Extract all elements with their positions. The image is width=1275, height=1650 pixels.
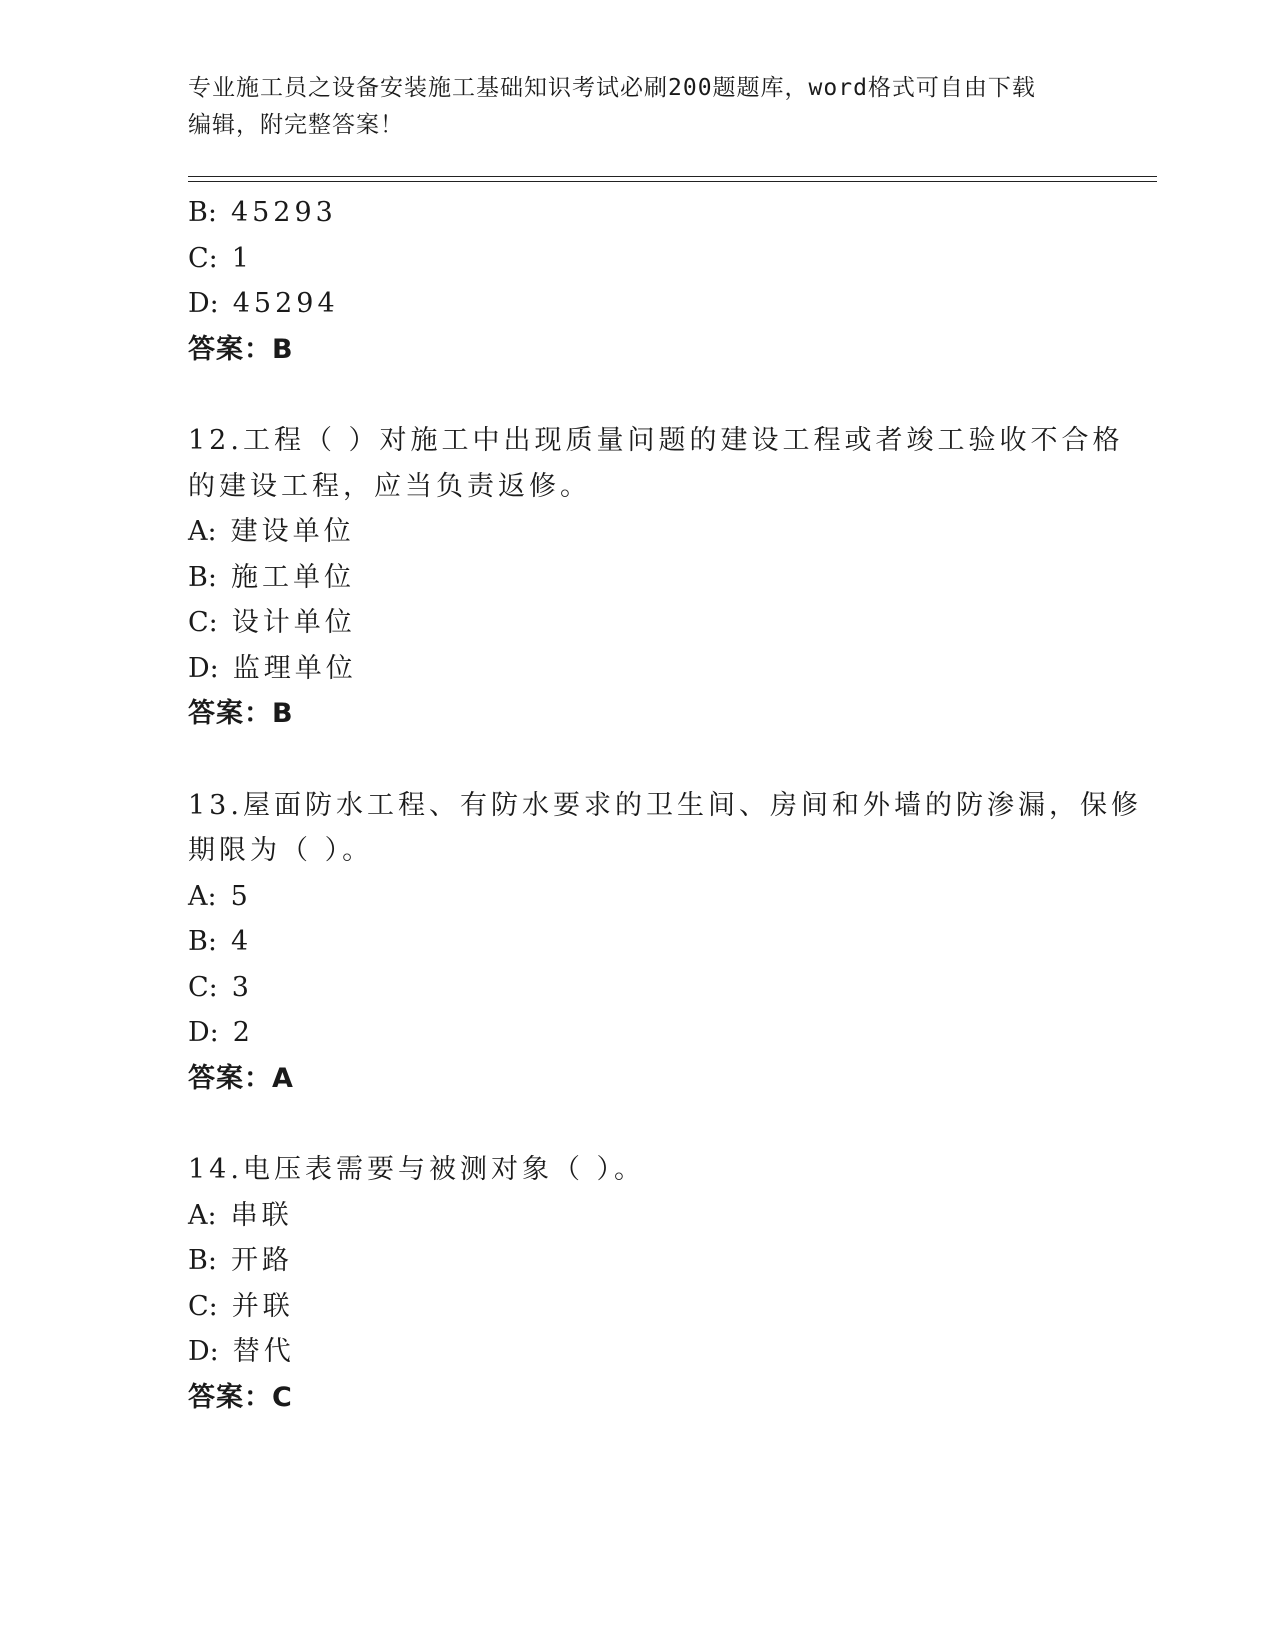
- option-key: C:: [188, 242, 218, 274]
- option-text: 并联: [231, 1290, 294, 1322]
- option-d: [188, 281, 1148, 327]
- spacer: [188, 1101, 1148, 1147]
- option-text: 施工单位: [230, 561, 355, 593]
- answer-line: 答案：A: [188, 1062, 294, 1094]
- header-title-line-1: 专业施工员之设备安装施工基础知识考试必刷200题题库，word格式可自由下载: [188, 75, 1036, 101]
- option-text: 4: [230, 926, 253, 957]
- option-text: 3: [231, 971, 253, 1003]
- option-b: [188, 555, 1148, 601]
- question-14: [188, 1147, 1148, 1420]
- question-stem-line: 期限为（ ）。: [188, 835, 374, 866]
- option-key: D:: [188, 1017, 219, 1048]
- option-text: 45294: [232, 288, 339, 319]
- option-a: [188, 1193, 1148, 1239]
- answer-line: 答案：C: [188, 1381, 293, 1413]
- option-d: [188, 646, 1148, 692]
- option-a: [188, 874, 1148, 920]
- option-d: [188, 1010, 1148, 1056]
- question-11-continued: [188, 190, 1148, 372]
- option-c: [188, 965, 1148, 1011]
- option-text: 开路: [230, 1245, 293, 1276]
- option-key: D:: [188, 1336, 219, 1367]
- option-text: 1: [231, 242, 253, 274]
- question-stem-line: 12.工程（ ）对施工中出现质量问题的建设工程或者竣工验收不合格: [188, 425, 1124, 456]
- option-key: C:: [188, 1290, 218, 1322]
- option-key: B:: [188, 1245, 217, 1276]
- option-key: A:: [188, 1199, 217, 1231]
- option-b: [188, 919, 1148, 965]
- option-text: 替代: [232, 1336, 295, 1367]
- option-b: [188, 190, 1148, 236]
- question-content: [188, 190, 1148, 1420]
- option-key: A:: [188, 516, 217, 547]
- option-text: 2: [232, 1017, 254, 1048]
- option-key: C:: [188, 607, 218, 638]
- option-text: 5: [230, 880, 252, 912]
- answer-line: 答案：B: [188, 333, 294, 365]
- question-stem-line: 的建设工程，应当负责返修。: [188, 470, 591, 502]
- document-header: [188, 70, 1088, 144]
- option-text: 45293: [230, 197, 337, 228]
- option-text: 监理单位: [232, 652, 357, 684]
- option-key: C:: [188, 971, 218, 1003]
- spacer: [188, 737, 1148, 783]
- option-c: [188, 236, 1148, 282]
- header-title-line-2: 编辑，附完整答案！: [188, 112, 404, 138]
- option-key: D:: [188, 288, 219, 319]
- question-13: [188, 783, 1148, 1102]
- option-key: B:: [188, 561, 217, 593]
- option-b: [188, 1238, 1148, 1284]
- header-divider-bottom: [188, 181, 1157, 182]
- option-key: A:: [188, 880, 217, 912]
- question-stem-line: 14.电压表需要与被测对象（ ）。: [188, 1154, 646, 1185]
- option-a: [188, 509, 1148, 555]
- header-divider-top: [188, 176, 1157, 177]
- option-text: 建设单位: [230, 516, 355, 547]
- option-key: B:: [188, 926, 217, 957]
- option-text: 设计单位: [231, 607, 356, 638]
- option-c: [188, 1284, 1148, 1330]
- option-key: B:: [188, 197, 217, 228]
- option-key: D:: [188, 652, 219, 684]
- option-d: [188, 1329, 1148, 1375]
- question-stem-line: 13.屋面防水工程、有防水要求的卫生间、房间和外墙的防渗漏，保修: [188, 789, 1142, 821]
- spacer: [188, 372, 1148, 418]
- answer-line: 答案：B: [188, 698, 294, 729]
- option-c: [188, 600, 1148, 646]
- question-12: [188, 418, 1148, 737]
- option-text: 串联: [230, 1199, 293, 1231]
